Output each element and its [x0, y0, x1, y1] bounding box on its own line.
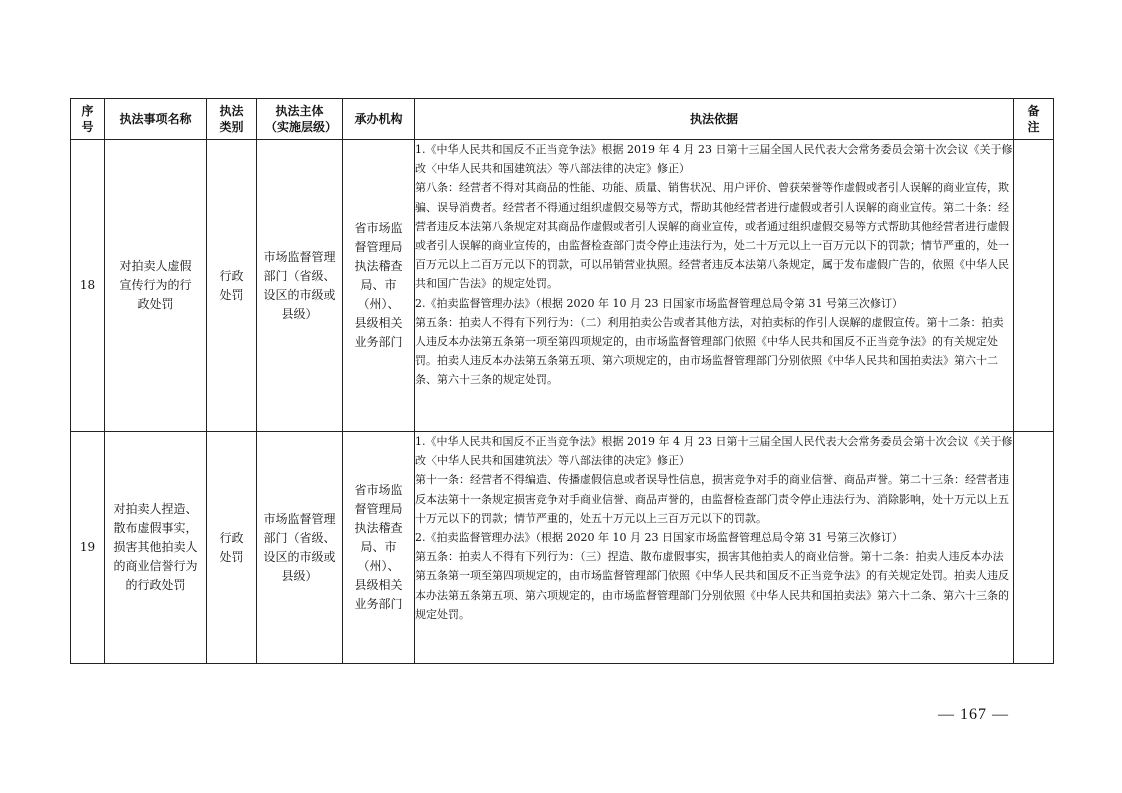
row-basis — [415, 140, 1014, 432]
basis-paragraph: 2.《拍卖监督管理办法》（根据 2020 年 10 月 23 日国家市场监督管理总局令第 31 号第三次修订） — [415, 296, 903, 310]
basis-paragraph: 2.《拍卖监督管理办法》（根据 2020 年 10 月 23 日国家市场监督管理总局令第 31 号第三次修订） — [415, 531, 903, 545]
row-remarks — [1014, 140, 1054, 432]
row-item: 对拍卖人虚假宣传行为的行政处罚 — [105, 140, 207, 432]
row-category: 行政处罚 — [207, 432, 257, 664]
header-subject: 执法主体（实施层级） — [257, 99, 343, 140]
header-category: 执法类别 — [207, 99, 257, 140]
header-seq: 序号 — [71, 99, 105, 140]
page-number: — 167 — — [938, 706, 1009, 723]
header-basis: 执法依据 — [415, 99, 1014, 140]
row-item: 对拍卖人捏造、散布虚假事实，损害其他拍卖人的商业信誉行为的行政处罚 — [105, 432, 207, 664]
enforcement-table — [70, 98, 1054, 664]
header-item: 执法事项名称 — [105, 99, 207, 140]
header-agency: 承办机构 — [343, 99, 415, 140]
basis-paragraph: 第五条：拍卖人不得有下列行为：（三）捏造、散布虚假事实，损害其他拍卖人的商业信誉。第十二条：拍卖人违反本办法第五条第一项至第四项规定的，由市场监督管理部门依照《中华人民共和国反不正当竞争法》的有关规定处罚。拍卖人违反本办法第五条第五项、第六项规定的，由市场监督管理部门分别依照《中华人民共和国拍卖法》第六十二条、第六十三条的规定处罚。 — [415, 550, 1009, 621]
basis-paragraph: 1.《中华人民共和国反不正当竞争法》根据 2019 年 4 月 23 日第十三届全国人民代表大会常务委员会第十次会议《关于修改〈中华人民共和国建筑法〉等八部法律的决定》修正） — [415, 143, 1013, 176]
table-row — [71, 432, 1054, 664]
table-row — [71, 140, 1054, 432]
basis-paragraph: 第十一条：经营者不得编造、传播虚假信息或者误导性信息，损害竞争对手的商业信誉、商品声誉。第二十三条：经营者违反本法第十一条规定损害竞争对手商业信誉、商品声誉的，由监督检查部门责令停止违法行为、消除影响，处十万元以上五十万元以下的罚款；情节严重的，处五十万元以上三百万元以下的罚款。 — [415, 473, 1009, 525]
row-agency: 省市场监督管理局执法稽查局、市（州）、县级相关业务部门 — [343, 432, 415, 664]
basis-paragraph: 第八条：经营者不得对其商品的性能、功能、质量、销售状况、用户评价、曾获荣誉等作虚假或者引人误解的商业宣传，欺骗、误导消费者。经营者不得通过组织虚假交易等方式，帮助其他经营者进行虚假或者引人误解的商业宣传。第二十条：经营者违反本法第八条规定对其商品作虚假或者引人误解的商业宣传，或者通过组织虚假交易等方式帮助其他经营者进行虚假或者引人误解的商业宣传的，由监督检查部门责令停止违法行为，处二十万元以上一百万元以下的罚款；情节严重的，处一百万元以上二百万元以下的罚款，可以吊销营业执照。经营者违反本法第八条规定，属于发布虚假广告的，依照《中华人民共和国广告法》的规定处罚。 — [415, 181, 1009, 291]
row-agency: 省市场监督管理局执法稽查局、市（州）、县级相关业务部门 — [343, 140, 415, 432]
row-basis — [415, 432, 1014, 664]
row-seq: 19 — [71, 432, 105, 664]
row-seq: 18 — [71, 140, 105, 432]
basis-paragraph: 1.《中华人民共和国反不正当竞争法》根据 2019 年 4 月 23 日第十三届全国人民代表大会常务委员会第十次会议《关于修改〈中华人民共和国建筑法〉等八部法律的决定》修正） — [415, 435, 1013, 468]
row-category: 行政处罚 — [207, 140, 257, 432]
row-subject: 市场监督管理部门（省级、设区的市级或县级） — [257, 140, 343, 432]
basis-paragraph: 第五条：拍卖人不得有下列行为：（二）利用拍卖公告或者其他方法，对拍卖标的作引人误解的虚假宣传。第十二条：拍卖人违反本办法第五条第一项至第四项规定的，由市场监督管理部门依照《中华人民共和国反不正当竞争法》的有关规定处罚。拍卖人违反本办法第五条第五项、第六项规定的，由市场监督管理部门分别依照《中华人民共和国拍卖法》第六十二条、第六十三条的规定处罚。 — [415, 315, 1004, 387]
row-remarks — [1014, 432, 1054, 664]
header-row — [71, 99, 1054, 140]
row-subject: 市场监督管理部门（省级、设区的市级或县级） — [257, 432, 343, 664]
header-remarks: 备注 — [1014, 99, 1054, 140]
